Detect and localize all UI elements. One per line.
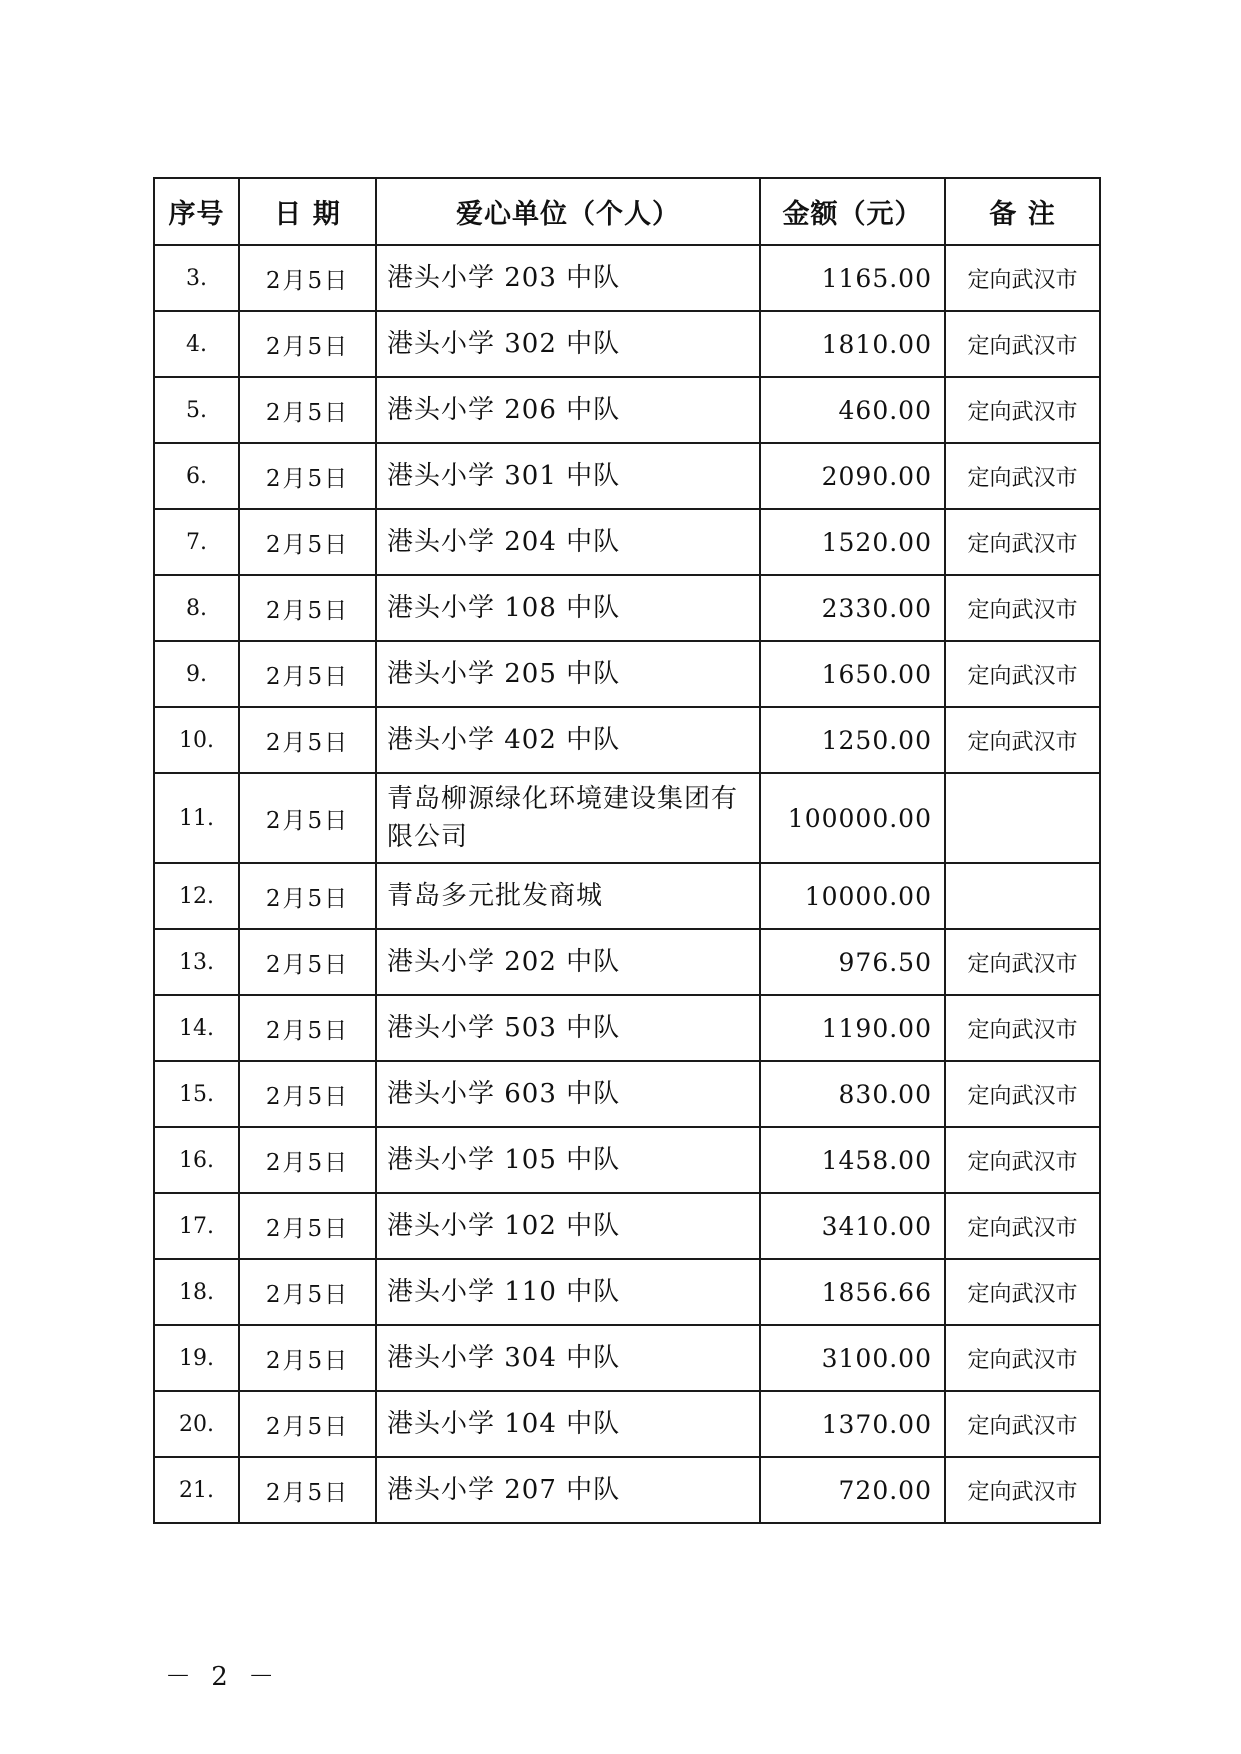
donor-cell: 港头小学 503 中队	[376, 995, 760, 1061]
donor-cell: 港头小学 105 中队	[376, 1127, 760, 1193]
amount-cell: 1370.00	[760, 1391, 945, 1457]
donation-table-container	[153, 177, 1099, 1524]
serial-cell: 5.	[154, 377, 239, 443]
note-cell: 定向武汉市	[945, 311, 1100, 377]
date-cell: 2月5日	[239, 863, 376, 929]
table-row	[154, 575, 1100, 641]
serial-cell: 4.	[154, 311, 239, 377]
note-cell	[945, 863, 1100, 929]
date-cell: 2月5日	[239, 707, 376, 773]
table-row	[154, 1259, 1100, 1325]
donor-cell: 港头小学 301 中队	[376, 443, 760, 509]
date-cell: 2月5日	[239, 773, 376, 863]
serial-cell: 16.	[154, 1127, 239, 1193]
date-cell: 2月5日	[239, 1391, 376, 1457]
table-row	[154, 311, 1100, 377]
date-cell: 2月5日	[239, 995, 376, 1061]
date-cell: 2月5日	[239, 1193, 376, 1259]
date-cell: 2月5日	[239, 1259, 376, 1325]
amount-cell: 3410.00	[760, 1193, 945, 1259]
donor-cell: 港头小学 110 中队	[376, 1259, 760, 1325]
donation-table	[153, 177, 1101, 1524]
table-row	[154, 509, 1100, 575]
amount-cell: 2090.00	[760, 443, 945, 509]
amount-cell: 100000.00	[760, 773, 945, 863]
date-cell: 2月5日	[239, 929, 376, 995]
serial-cell: 7.	[154, 509, 239, 575]
serial-cell: 6.	[154, 443, 239, 509]
header-amount: 金额（元）	[760, 178, 945, 245]
note-cell: 定向武汉市	[945, 1193, 1100, 1259]
table-row	[154, 773, 1100, 863]
table-row	[154, 707, 1100, 773]
date-cell: 2月5日	[239, 311, 376, 377]
serial-cell: 13.	[154, 929, 239, 995]
table-row	[154, 929, 1100, 995]
note-cell	[945, 773, 1100, 863]
donor-cell: 港头小学 104 中队	[376, 1391, 760, 1457]
table-row	[154, 1457, 1100, 1523]
donor-cell: 港头小学 204 中队	[376, 509, 760, 575]
table-header-row	[154, 178, 1100, 245]
note-cell: 定向武汉市	[945, 509, 1100, 575]
table-row	[154, 443, 1100, 509]
table-body	[154, 245, 1100, 1523]
header-serial: 序号	[154, 178, 239, 245]
table-row	[154, 863, 1100, 929]
date-cell: 2月5日	[239, 509, 376, 575]
date-cell: 2月5日	[239, 1127, 376, 1193]
note-cell: 定向武汉市	[945, 1127, 1100, 1193]
serial-cell: 9.	[154, 641, 239, 707]
serial-cell: 21.	[154, 1457, 239, 1523]
note-cell: 定向武汉市	[945, 995, 1100, 1061]
date-cell: 2月5日	[239, 641, 376, 707]
date-cell: 2月5日	[239, 377, 376, 443]
table-row	[154, 995, 1100, 1061]
serial-cell: 10.	[154, 707, 239, 773]
serial-cell: 14.	[154, 995, 239, 1061]
amount-cell: 1520.00	[760, 509, 945, 575]
serial-cell: 20.	[154, 1391, 239, 1457]
serial-cell: 8.	[154, 575, 239, 641]
amount-cell: 976.50	[760, 929, 945, 995]
table-row	[154, 1325, 1100, 1391]
donor-cell: 港头小学 304 中队	[376, 1325, 760, 1391]
note-cell: 定向武汉市	[945, 641, 1100, 707]
donor-cell: 港头小学 203 中队	[376, 245, 760, 311]
note-cell: 定向武汉市	[945, 377, 1100, 443]
note-cell: 定向武汉市	[945, 1457, 1100, 1523]
date-cell: 2月5日	[239, 1457, 376, 1523]
donor-cell: 青岛柳源绿化环境建设集团有限公司	[376, 773, 760, 863]
note-cell: 定向武汉市	[945, 707, 1100, 773]
amount-cell: 2330.00	[760, 575, 945, 641]
note-cell: 定向武汉市	[945, 575, 1100, 641]
donor-cell: 港头小学 603 中队	[376, 1061, 760, 1127]
amount-cell: 1165.00	[760, 245, 945, 311]
table-row	[154, 1391, 1100, 1457]
serial-cell: 18.	[154, 1259, 239, 1325]
amount-cell: 830.00	[760, 1061, 945, 1127]
header-date: 日 期	[239, 178, 376, 245]
donor-cell: 青岛多元批发商城	[376, 863, 760, 929]
note-cell: 定向武汉市	[945, 929, 1100, 995]
donor-cell: 港头小学 202 中队	[376, 929, 760, 995]
date-cell: 2月5日	[239, 1325, 376, 1391]
note-cell: 定向武汉市	[945, 1061, 1100, 1127]
donor-cell: 港头小学 206 中队	[376, 377, 760, 443]
serial-cell: 17.	[154, 1193, 239, 1259]
amount-cell: 10000.00	[760, 863, 945, 929]
date-cell: 2月5日	[239, 443, 376, 509]
serial-cell: 12.	[154, 863, 239, 929]
amount-cell: 1650.00	[760, 641, 945, 707]
amount-cell: 3100.00	[760, 1325, 945, 1391]
page-number: － 2 －	[165, 1662, 281, 1692]
note-cell: 定向武汉市	[945, 443, 1100, 509]
header-donor: 爱心单位（个人）	[376, 178, 760, 245]
header-note: 备 注	[945, 178, 1100, 245]
note-cell: 定向武汉市	[945, 1259, 1100, 1325]
note-cell: 定向武汉市	[945, 1325, 1100, 1391]
donor-cell: 港头小学 302 中队	[376, 311, 760, 377]
amount-cell: 1856.66	[760, 1259, 945, 1325]
date-cell: 2月5日	[239, 245, 376, 311]
amount-cell: 1458.00	[760, 1127, 945, 1193]
amount-cell: 720.00	[760, 1457, 945, 1523]
serial-cell: 15.	[154, 1061, 239, 1127]
amount-cell: 1810.00	[760, 311, 945, 377]
donor-cell: 港头小学 402 中队	[376, 707, 760, 773]
amount-cell: 1250.00	[760, 707, 945, 773]
date-cell: 2月5日	[239, 575, 376, 641]
table-row	[154, 641, 1100, 707]
serial-cell: 19.	[154, 1325, 239, 1391]
table-row	[154, 245, 1100, 311]
amount-cell: 1190.00	[760, 995, 945, 1061]
note-cell: 定向武汉市	[945, 1391, 1100, 1457]
serial-cell: 11.	[154, 773, 239, 863]
donor-cell: 港头小学 205 中队	[376, 641, 760, 707]
serial-cell: 3.	[154, 245, 239, 311]
amount-cell: 460.00	[760, 377, 945, 443]
table-row	[154, 1127, 1100, 1193]
table-row	[154, 377, 1100, 443]
donor-cell: 港头小学 108 中队	[376, 575, 760, 641]
table-row	[154, 1061, 1100, 1127]
donor-cell: 港头小学 207 中队	[376, 1457, 760, 1523]
note-cell: 定向武汉市	[945, 245, 1100, 311]
table-row	[154, 1193, 1100, 1259]
date-cell: 2月5日	[239, 1061, 376, 1127]
donor-cell: 港头小学 102 中队	[376, 1193, 760, 1259]
